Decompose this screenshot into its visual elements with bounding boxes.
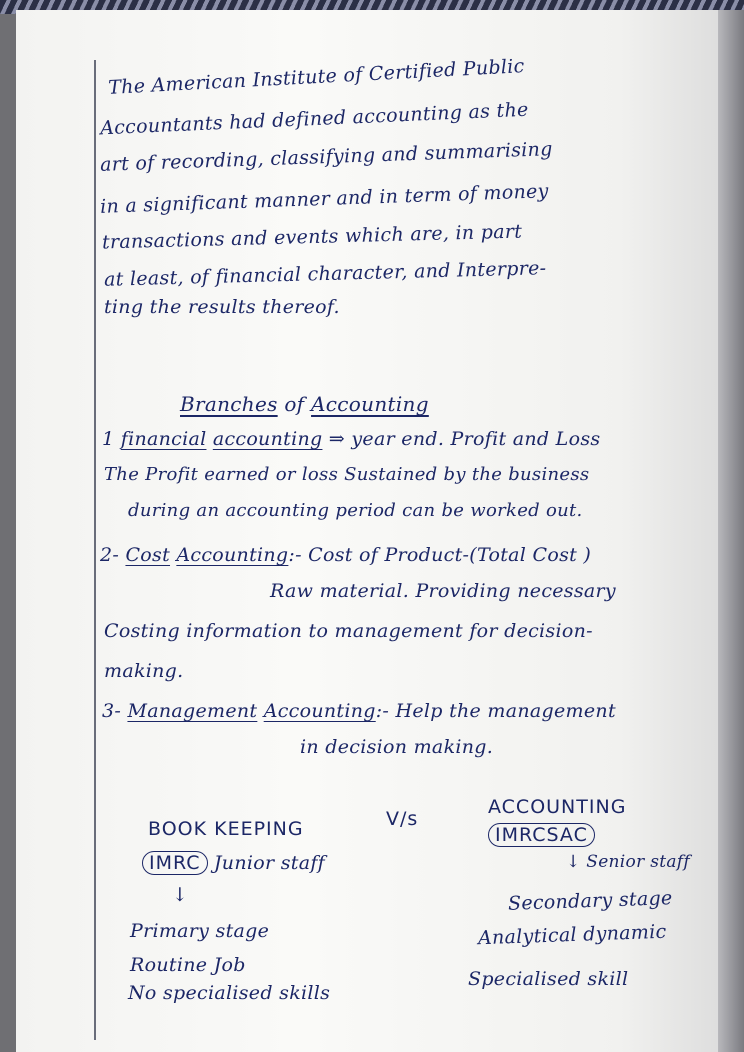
definition-line: ting the results thereof. [104,296,340,318]
branch-title: Cost [125,544,171,566]
accounting-title: ACCOUNTING [488,796,627,818]
branch-line: Raw material. Providing necessary [270,580,616,602]
branch-number: 3- [102,700,122,722]
accounting-item: Analytical dynamic [477,920,667,950]
definition-line: Accountants had defined accounting as the [99,98,529,140]
page-shadow [718,10,744,1052]
branch-title: Accounting [176,544,289,566]
branch-line: in decision making. [300,736,494,758]
definition-line: in a significant manner and in term of money [99,180,549,218]
definition-line: art of recording, classifying and summarising [99,138,553,176]
accounting-scope [488,824,595,846]
bookkeeping-item: No specialised skills [128,982,331,1004]
branches-heading [180,392,429,416]
acronym-badge: IMRC [142,851,208,875]
staff-label: ↓ Senior staff [566,852,690,872]
branch-title: accounting [212,428,323,450]
bookkeeping-title: BOOK KEEPING [148,818,304,840]
branch-separator: ⇒ [328,428,346,450]
branch-title: Management [127,700,258,722]
heading-word: Branches [180,392,278,416]
branch-title-line [100,544,591,566]
branch-note: Help the management [395,700,616,722]
branch-separator: :- [375,700,390,722]
branch-line: The Profit earned or loss Sustained by the business [104,464,590,485]
branch-separator: :- [288,544,302,566]
versus-label: V/s [386,808,419,830]
arrow-down-icon: ↓ [172,884,189,906]
branch-line: making. [104,660,184,682]
definition-line: at least, of financial character, and Interpre- [103,257,547,291]
branch-line: during an accounting period can be worked out. [128,500,583,521]
branch-number: 2- [100,544,120,566]
branch-title-line [102,428,600,450]
bookkeeping-item: Primary stage [130,920,270,942]
heading-word: Accounting [311,392,429,416]
branch-title-line [102,700,616,722]
heading-word: of [284,392,305,416]
margin-line [94,60,96,1040]
acronym-badge: IMRCSAC [488,823,595,847]
definition-line: transactions and events which are, in part [101,220,523,254]
accounting-item: Specialised skill [468,968,629,990]
branch-note: year end. Profit and Loss [351,428,601,450]
branch-note: Cost of Product-(Total Cost ) [308,544,592,566]
staff-label: Junior staff [213,852,325,874]
accounting-item: Secondary stage [507,887,673,915]
bookkeeping-scope [142,852,325,874]
branch-line: Costing information to management for decision- [104,620,593,642]
branch-title: financial [120,428,207,450]
bookkeeping-item: Routine Job [130,954,246,976]
branch-number: 1 [102,428,115,450]
definition-line: The American Institute of Certified Public [107,55,526,99]
branch-title: Accounting [263,700,376,722]
